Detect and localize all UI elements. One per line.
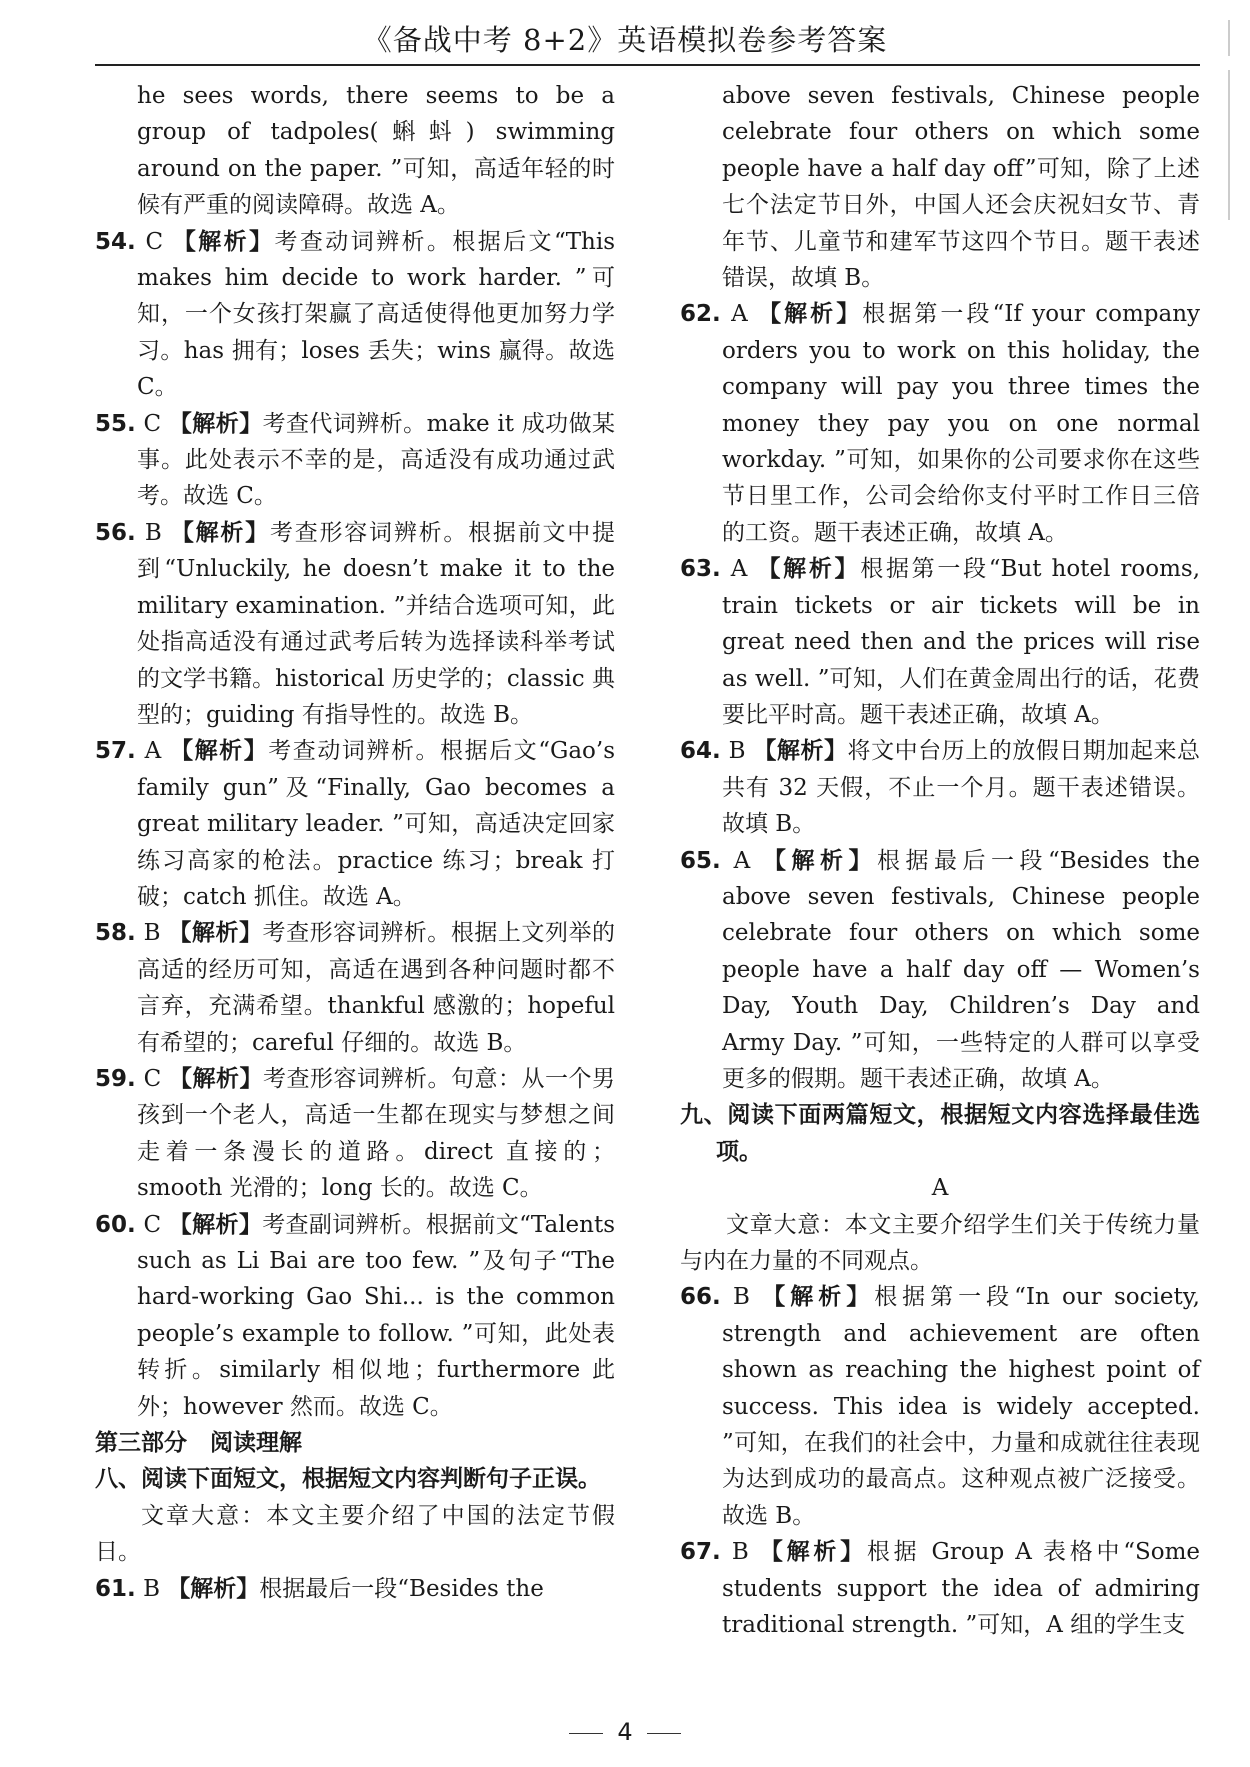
edge-mark xyxy=(1228,70,1230,220)
answer-item-65: 65. A 【解析】根据最后一段“Besides the above seven festivals, Chinese people celebrate four others on which some people have a half day off — Women’s Day, Youth Day, Children’s Day and Army Day. ”可知，一些特定的人群可以享受更多的假期。题干表述正确，故填 A。 xyxy=(680,846,1201,1092)
answer-item-58: 58. B 【解析】考查形容词辨析。根据上文列举的高适的经历可知，高适在遇到各种问题时都不言弃，充满希望。thankful 感激的；hopeful 有希望的；careful 仔细的。故选 B。 xyxy=(95,919,616,1056)
section-heading-eight: 八、阅读下面短文，根据短文内容判断句子正误。 xyxy=(95,1466,601,1493)
answer-item-63: 63. A 【解析】根据第一段“But hotel rooms, train tickets or air tickets will be in great need then and the prices will rise as well. ”可知，人们在黄金周出行的话，花费要比平时高。题干表述正确，故填 A。 xyxy=(680,555,1201,728)
section-heading-nine: 九、阅读下面两篇短文，根据短文内容选择最佳选项。 xyxy=(680,1102,1200,1165)
footer-dash xyxy=(647,1733,681,1734)
answer-item-66: 66. B 【解析】根据第一段“In our society, strength and achievement are often shown as reaching the highest point of success. This idea is widely accepted. ”可知，在我们的社会中，力量和成就往往表现为达到成功的最高点。这种观点被广泛接受。故选 B。 xyxy=(680,1283,1200,1529)
answer-item-67: 67. B 【解析】根据 Group A 表格中“Some students support the idea of admiring traditional strength. ”可知，A 组的学生支 xyxy=(680,1538,1201,1639)
passage-label: A xyxy=(931,1175,949,1202)
answer-item-55: 55. C 【解析】考查代词辨析。make it 成功做某事。此处表示不幸的是，高适没有成功通过武考。故选 C。 xyxy=(95,409,616,510)
answer-item-64: 64. B 【解析】将文中台历上的放假日期加起来总共有 32 天假，不止一个月。题干表述错误。故填 B。 xyxy=(680,737,1201,838)
footer-dash xyxy=(569,1733,603,1734)
header-divider xyxy=(95,64,1200,66)
answer-item-57: 57. A 【解析】考查动词辨析。根据后文“Gao’s family gun”及“Finally, Gao becomes a great military leader. ”可知，高适决定回家练习高家的枪法。practice 练习；break 打破；catch 抓住。故选 A。 xyxy=(95,737,616,910)
answer-item-56: 56. B 【解析】考查形容词辨析。根据前文中提到“Unluckily, he doesn’t make it to the military examination. ”并结合选项可知，此处指高适没有通过武考后转为选择读科举考试的文学书籍。historical 历史学的；classic 典型的；guiding 有指导性的。故选 B。 xyxy=(95,518,616,728)
left-column xyxy=(95,78,615,1607)
edge-mark xyxy=(1228,20,1230,56)
continuation-text: he sees words, there seems to be a group of tadpoles(蝌蚪) swimming around on the paper. ”可知，高适年轻的时候有严重的阅读障碍。故选 A。 xyxy=(137,83,615,219)
answer-item-61: 61. B 【解析】根据最后一段“Besides the xyxy=(95,1574,544,1602)
page-footer xyxy=(0,1718,1250,1746)
page-number: 4 xyxy=(617,1718,633,1746)
right-column xyxy=(680,78,1200,1643)
article-summary: 文章大意：本文主要介绍学生们关于传统力量与内在力量的不同观点。 xyxy=(680,1211,1200,1274)
article-summary: 文章大意：本文主要介绍了中国的法定节假日。 xyxy=(95,1502,615,1566)
answer-item-62: 62. A 【解析】根据第一段“If your company orders you to work on this holiday, the company will pay you three times the money they pay you on one normal workday. ”可知，如果你的公司要求你在这些节日里工作，公司会给你支付平时工作日三倍的工资。题干表述正确，故填 A。 xyxy=(680,300,1200,546)
answer-item-54: 54. C 【解析】考查动词辨析。根据后文“This makes him decide to work harder. ”可知，一个女孩打架赢了高适使得他更加努力学习。has 拥有；loses 丢失；wins 赢得。故选 C。 xyxy=(95,227,616,401)
continuation-text: above seven festivals, Chinese people celebrate four others on which some people have a half day off”可知，除了上述七个法定节日外，中国人还会庆祝妇女节、青年节、儿童节和建军节这四个节日。题干表述错误，故填 B。 xyxy=(722,83,1200,292)
answer-item-59: 59. C 【解析】考查形容词辨析。句意：从一个男孩到一个老人，高适一生都在现实与梦想之间走着一条漫长的道路。direct 直接的；smooth 光滑的；long 长的。故选 C。 xyxy=(95,1064,616,1202)
answer-item-60: 60. C 【解析】考查副词辨析。根据前文“Talents such as Li Bai are too few. ”及句子“The hard-working Gao Shi... is the common people’s example to follow. ”可知，此处表转折。similarly 相似地；furthermore 此外；however 然而。故选 C。 xyxy=(95,1210,616,1420)
part-heading: 第三部分 阅读理解 xyxy=(95,1430,302,1457)
page-header-title: 《备战中考 8+2》英语模拟卷参考答案 xyxy=(362,23,888,57)
